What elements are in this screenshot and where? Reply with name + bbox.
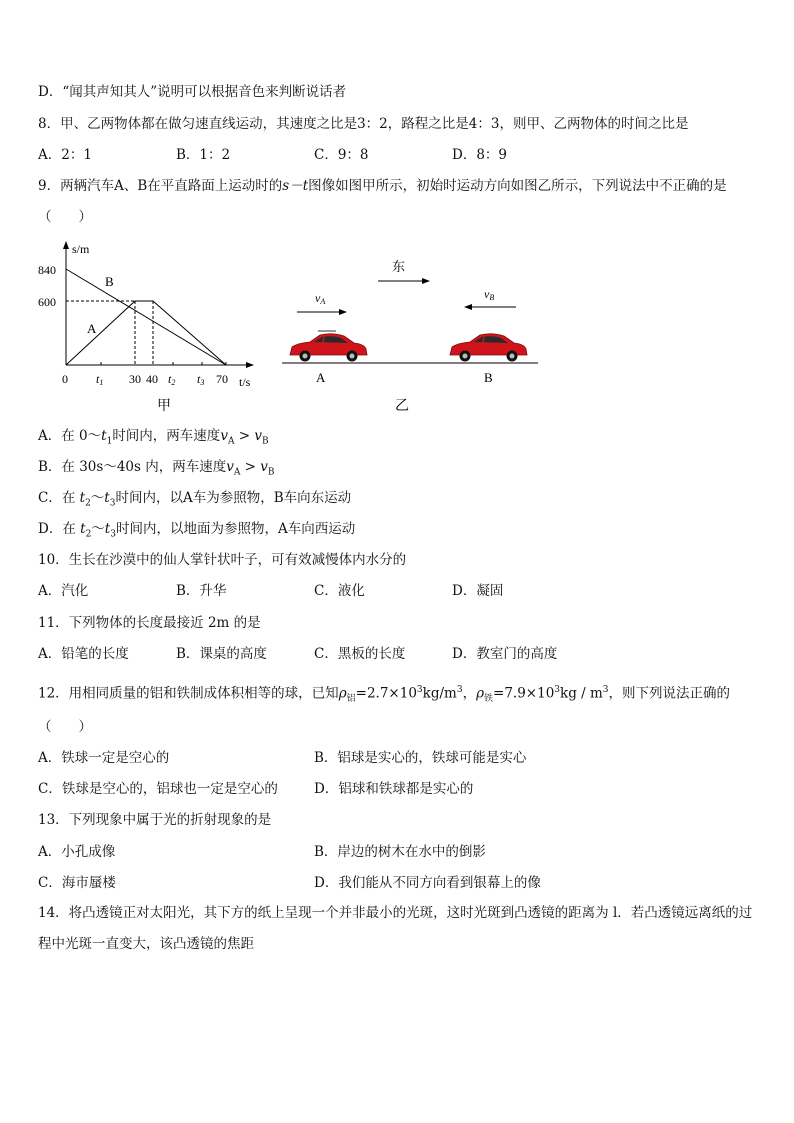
q9b-v2: v — [260, 459, 268, 475]
q9-option-b — [38, 458, 275, 482]
q9b-v1-sub: A — [233, 467, 241, 478]
q13-option-b: B．岸边的树木在水中的倒影 — [314, 844, 486, 860]
q9-cars-scene — [280, 250, 542, 418]
q9-option-a — [38, 427, 269, 451]
q12-rho-al-unit-exp: 3 — [456, 685, 463, 695]
q9c-mid: ～ — [90, 490, 105, 506]
car-b-icon — [450, 334, 527, 362]
line-b-label: B — [105, 274, 114, 289]
q9d-ta: t — [80, 521, 86, 537]
q9-stem-st: s－t — [282, 178, 309, 194]
x-tick-t3: t3 — [197, 372, 205, 387]
car-a-label: A — [316, 370, 326, 385]
q11-option-b: B．课桌的高度 — [176, 646, 267, 662]
x-tick-0: 0 — [62, 372, 68, 386]
x-axis-arrow — [246, 362, 254, 368]
x-axis-label: t/s — [239, 375, 251, 389]
q10-option-b: B．升华 — [176, 583, 227, 599]
q9a-v2-sub: B — [262, 436, 269, 447]
figure-caption-yi: 乙 — [395, 399, 409, 414]
q8-option-a: A．2：1 — [38, 147, 92, 163]
q9a-v1-sub: A — [227, 436, 235, 447]
q9-option-d — [38, 520, 355, 544]
q9a-v2: v — [254, 428, 262, 444]
q9b-v2-sub: B — [267, 467, 275, 478]
y-axis-arrow — [63, 241, 69, 249]
q12-blank: （ ） — [38, 719, 92, 735]
x-tick-t1: t1 — [96, 372, 104, 387]
q12-option-b: B．铝球是实心的，铁球可能是实心 — [314, 750, 527, 766]
q11-option-c: C．黑板的长度 — [314, 646, 406, 662]
q10-option-c: C．液化 — [314, 583, 365, 599]
q9d-rest: 时间内，以地面为参照物，A车向西运动 — [115, 521, 356, 537]
q12-rho-fe-unit-exp: 3 — [602, 685, 609, 695]
q9d-tb-sub: 3 — [110, 529, 116, 540]
q9a-mid: 时间内，两车速度 — [112, 428, 221, 444]
q13-option-d: D．我们能从不同方向看到银幕上的像 — [314, 875, 541, 891]
q8-option-c: C．9：8 — [314, 147, 369, 163]
q12-option-c: C．铁球是空心的，铝球也一定是空心的 — [38, 781, 278, 797]
q9a-prefix: A．在 0～ — [38, 428, 102, 444]
q13-option-c: C．海市蜃楼 — [38, 875, 116, 891]
velocity-a-label: vA — [315, 291, 326, 306]
q9a-v1: v — [220, 428, 228, 444]
q8-option-b: B．1：2 — [176, 147, 231, 163]
q12-option-a: A．铁球一定是空心的 — [38, 750, 170, 766]
q9d-mid: ～ — [91, 521, 105, 537]
q11-option-d: D．教室门的高度 — [452, 646, 558, 662]
y-tick-840: 840 — [38, 263, 56, 277]
line-a-label: A — [87, 321, 97, 336]
q9-stem — [38, 177, 727, 195]
q9c-rest: 时间内，以A车为参照物，B车向东运动 — [115, 490, 352, 506]
q12-rho-al-sub: 铝 — [346, 694, 356, 705]
velocity-b-label: vB — [484, 287, 495, 302]
q13-stem: 13．下列现象中属于光的折射现象的是 — [38, 812, 272, 828]
q9b-op: > — [240, 459, 261, 475]
q14-stem: 14．将凸透镜正对太阳光，其下方的纸上呈现一个并非最小的光斑，这时光斑到凸透镜的距离为 l．若凸透镜远离纸的过程中光斑一直变大，该凸透镜的焦距 — [38, 905, 753, 952]
q12-rho-fe-val: =7.9×10 — [493, 685, 555, 702]
q9b-prefix: B．在 30s～40s 内，两车速度 — [38, 459, 227, 475]
x-tick-t2: t2 — [168, 372, 176, 387]
q9c-prefix: C．在 — [38, 490, 80, 506]
q12-rho-fe-exp: 3 — [554, 685, 561, 695]
q12-rho-al-val: =2.7×10 — [355, 685, 417, 702]
q8-stem: 8．甲、乙两物体都在做匀速直线运动，其速度之比是3：2，路程之比是4：3，则甲、乙两物体的时间之比是 — [38, 116, 689, 132]
velocity-a-arrow-head — [339, 309, 347, 315]
q9-stem-part1: 9．两辆汽车A、B在平直路面上运动时的 — [38, 178, 283, 194]
q12-stem — [38, 681, 730, 708]
q12-rho-al-exp: 3 — [416, 685, 423, 695]
q9-blank: （ ） — [38, 209, 92, 225]
q9a-t-sub: 1 — [106, 436, 113, 447]
q9c-ta: t — [79, 490, 86, 506]
q9-st-graph — [36, 238, 268, 416]
q12-option-d: D．铝球和铁球都是实心的 — [314, 781, 474, 797]
q9-option-c — [38, 489, 351, 513]
q10-option-d: D．凝固 — [452, 583, 504, 599]
q9a-t: t — [101, 428, 107, 444]
q10-stem: 10．生长在沙漠中的仙人掌针状叶子，可有效减慢体内水分的 — [38, 552, 407, 568]
x-tick-70: 70 — [216, 372, 228, 386]
q10-option-a: A．汽化 — [38, 583, 89, 599]
q11-stem: 11．下列物体的长度最接近 2m 的是 — [38, 615, 261, 631]
q9b-v1: v — [226, 459, 234, 475]
q12-rho-fe: ρ — [476, 685, 484, 702]
q9c-ta-sub: 2 — [85, 498, 91, 509]
q9a-op: > — [234, 428, 255, 444]
q12-rho-fe-unit: kg / m — [560, 685, 603, 702]
q9d-tb: t — [104, 521, 111, 537]
car-a-icon — [290, 330, 367, 362]
q9c-tb: t — [104, 490, 110, 506]
car-b-label: B — [484, 370, 493, 385]
q13-option-a: A．小孔成像 — [38, 844, 116, 860]
q9d-prefix: D．在 — [38, 521, 81, 537]
q7-option-d: D．“闻其声知其人”说明可以根据音色来判断说话者 — [38, 84, 347, 100]
velocity-b-arrow-head — [464, 304, 472, 310]
q12-rho-al: ρ — [338, 685, 347, 702]
line-b — [66, 269, 226, 365]
q9d-ta-sub: 2 — [85, 529, 92, 540]
q9-stem-part2: 图像如图甲所示，初始时运动方向如图乙所示，下列说法中不正确的是 — [308, 178, 727, 194]
y-tick-600: 600 — [38, 295, 56, 309]
q12-stem-part1: 12．用相同质量的铝和铁制成体积相等的球，已知 — [38, 685, 339, 702]
q9c-tb-sub: 3 — [109, 498, 116, 509]
q11-option-a: A．铅笔的长度 — [38, 646, 129, 662]
q8-option-d: D．8：9 — [452, 147, 508, 163]
q12-sep: ， — [462, 685, 477, 702]
east-arrow-head — [422, 278, 430, 284]
q12-rho-al-unit: kg/m — [422, 685, 457, 702]
x-tick-30: 30 — [129, 372, 141, 386]
y-axis-label: s/m — [72, 242, 90, 256]
q12-stem-part2: ，则下列说法正确的 — [608, 685, 731, 702]
x-tick-40: 40 — [146, 372, 158, 386]
east-label: 东 — [392, 259, 406, 274]
figure-caption-jia: 甲 — [157, 399, 171, 414]
q12-rho-fe-sub: 铁 — [484, 694, 494, 705]
